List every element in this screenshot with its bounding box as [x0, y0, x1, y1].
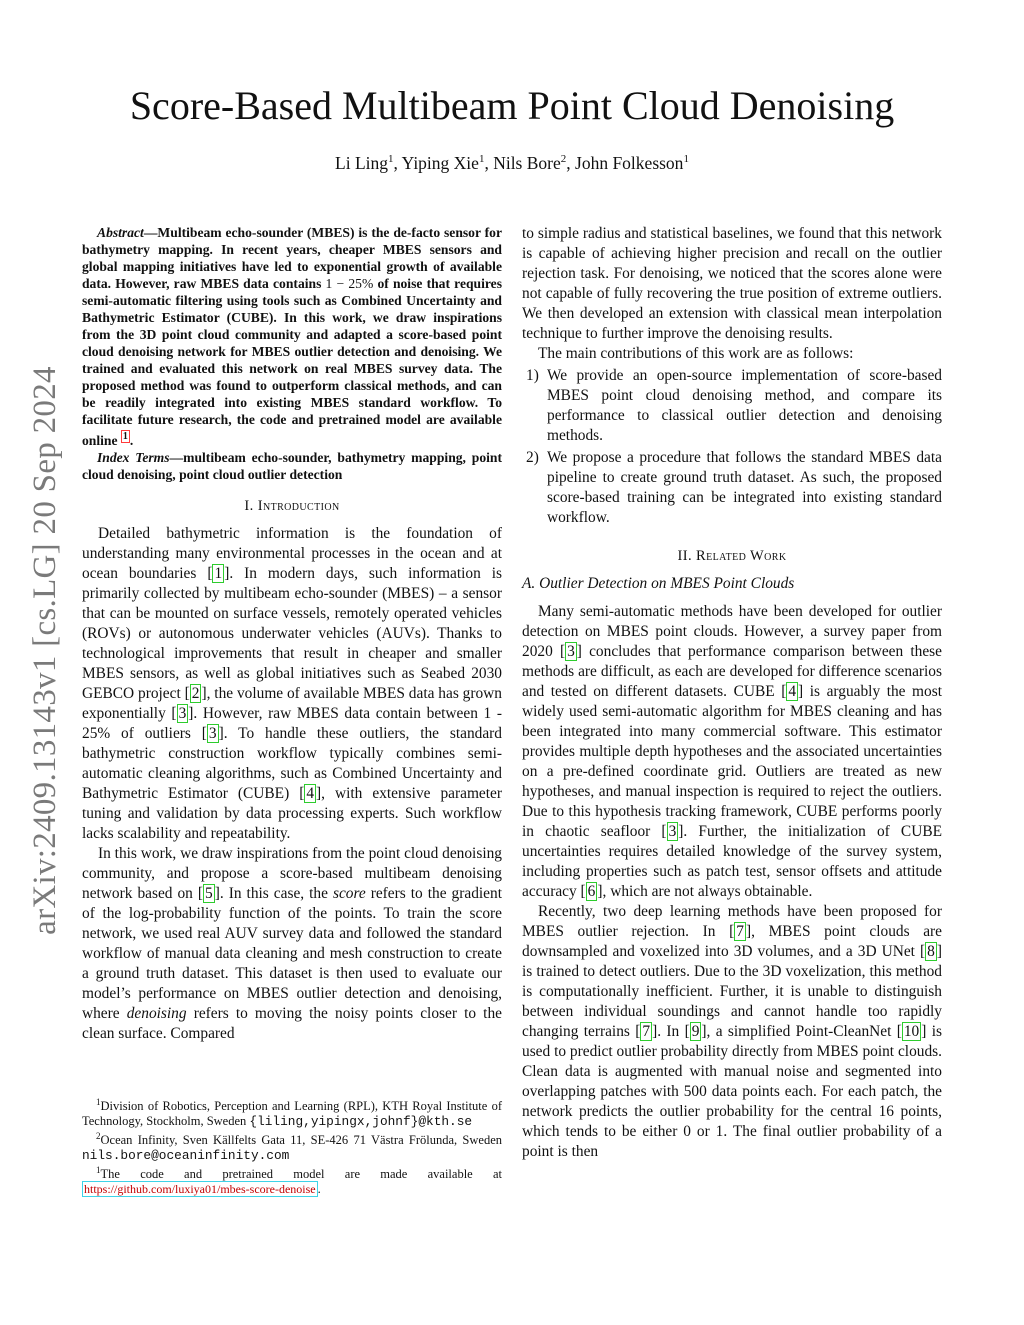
author-affiliation: 1 [683, 153, 689, 165]
citation-link[interactable]: 2 [191, 685, 200, 702]
footnote-affiliation-2: $^2$Ocean Infinity, Sven Källfelts Gata 11, SE-426 71 Västra Frölunda, Sweden nils.bore@oceaninfinity.com [82, 1131, 502, 1163]
right-column [522, 224, 942, 1162]
index-terms-lead: Index Terms [97, 450, 170, 465]
list-item: 2) We propose a procedure that follows the standard MBES data pipeline to create ground truth dataset. As such, the proposed score-based training can be integrated into existing standard workflow. [526, 449, 942, 526]
paper-title: Score-Based Multibeam Point Cloud Denoising [129, 83, 895, 128]
citation-link[interactable]: 10 [903, 1023, 920, 1040]
citation-link[interactable]: 1 [214, 565, 223, 582]
author-list: Li Ling$^1$, Yiping Xie$^1$, Nils Bore$^2$, John Folkesson$^1$ [335, 153, 689, 173]
abstract-math: 1 − 25% [325, 276, 374, 291]
citation-link[interactable]: 7 [642, 1023, 651, 1040]
left-column [82, 224, 502, 1044]
index-terms: Index Terms—multibeam echo-sounder, bathymetry mapping, point cloud denoising, point cloud outlier detection [82, 450, 502, 482]
citation-link[interactable]: 7 [736, 923, 744, 940]
author-affiliation: 2 [560, 153, 567, 165]
related-paragraph-2: Recently, two deep learning methods have been proposed for MBES outlier rejection. In [ 7 ], MBES point clouds are downsampled and voxelized into 3D volumes, and a 3D UNet [ 8 ] is trained to detect outliers. Due to the 3D voxelization, this method is computationally inefficient. Further, it is unable to distinguish between individual soundings and cannot handle too rapidly changing terrains [ 7 ]. In [ 9 ], a simplified Point-CleanNet [ 10 ] is used to predict outlier probability directly from MBES point clouds. Clean data is augmented with manual noise and segmented into overlapping patches with 500 data points each. For each patch, the network predicts the outlier probability for the central 16 points, which tends to be either 0 or 1. The final outlier probability of a point is then [522, 903, 942, 1160]
list-item: 1) We provide an open-source implementation of score-based MBES point cloud denoising method, and compare its performance to classical outlier detection and denoising methods. [526, 367, 942, 444]
arxiv-identifier-stamp [22, 355, 68, 945]
arxiv-stamp-text: arXiv:2409.13143v1 [cs.LG] 20 Sep 2024 [26, 365, 63, 935]
abstract-lead: Abstract [97, 225, 144, 240]
email-address: {liling,yipingx,johnf}@kth.se [249, 1114, 473, 1129]
author-name: Nils Bore [493, 153, 561, 173]
citation-link[interactable]: 3 [668, 823, 677, 840]
citation-link[interactable]: 3 [178, 705, 187, 722]
citation-link[interactable]: 4 [788, 683, 797, 700]
author-affiliation: 1 [388, 153, 394, 165]
contributions-list [522, 366, 942, 528]
github-url-link[interactable]: https://github.com/luxiya01/mbes-score-denoise [84, 1182, 316, 1196]
footnote-code-link: $^1$The code and pretrained model are made available at https://github.com/luxiya01/mbes-score-denoise . [84, 1165, 502, 1196]
citation-link[interactable]: 3 [208, 725, 217, 742]
intro-paragraph-2: In this work, we draw inspirations from the point cloud denoising community, and propose a score-based multibeam denoising network based on [ 5 ]. In this case, the score refers to the gradient of the log-probability function of the points. To train the score network, we used real AUV survey data and followed the standard workflow of manual data cleaning and mesh construction to create a ground truth dataset. This dataset is then used to evaluate our model’s performance on MBES outlier detection and denoising, where denoising refers to moving the noisy points closer to the clean surface. Compared [82, 845, 502, 1042]
abstract: Abstract—Multibeam echo-sounder (MBES) is the de-facto sensor for bathymetry mapping. In recent years, cheaper MBES sensors and global mapping initiatives have led to exponential growth of available data. However, raw MBES data contains 1 − 25% of noise that requires semi-automatic filtering using tools such as Combined Uncertainty and Bathymetric Estimator (CUBE). In this work, we draw inspirations from the 3D point cloud community and adapted a score-based point cloud denoising network for MBES outlier detection and denoising. We trained and evaluated this network on real MBES survey data. The proposed method was found to outperform classical methods, and can be readily integrated into existing MBES standard workflow. To facilitate future research, the code and pretrained model are available online $^1$ . [82, 225, 502, 448]
author-affiliation: 1 [478, 153, 485, 165]
related-paragraph-1: Many semi-automatic methods have been developed for outlier detection on MBES point clouds. However, a survey paper from 2020 [ 3 ] concludes that performance comparison between these methods are difficult, as each are developed for difference scenarios and tested on different datasets. CUBE [ 4 ] is arguably the most widely used semi-automatic algorithm for MBES cleaning and has been integrated into many commercial software. This estimator provides multiple depth hypotheses and the associated uncertainties on a pre-defined coordinate grid. Outliers are treated as new hypotheses, and manual inspection is required to reject the outliers. Due to this hypothesis tracking framework, CUBE performs poorly in chaotic seafloor [ 3 ]. Further, the initialization of CUBE uncertainties requires detailed knowledge of the survey system, including properties such as patch test, sensor offsets and attitude accuracy [ 6 ], which are not always obtainable. [522, 603, 942, 900]
contributions-intro: The main contributions of this work are as follows: [538, 345, 854, 362]
intro-paragraph-1: Detailed bathymetric information is the foundation of understanding many environmental processes in the ocean and at ocean boundaries [ 1 ]. In modern days, such information is primarily collected by multibeam echo-sounder (MBES) – a sensor that can be mounted on surface vessels, remotely operated vehicles (ROVs) or autonomous underwater vehicles (AUVs). Thanks to technological improvements that result in cheaper and smaller MBES sensors, as well as global initiatives such as Seabed 2030 GEBCO project [ 2 ], the volume of available MBES data has grown exponentially [ 3 ]. However, raw MBES data contain between 1 - 25% of outliers [ 3 ]. To handle these outliers, the standard bathymetric construction workflow typically combines semi-automatic cleaning algorithms, such as Combined Uncertainty and Bathymetric Estimator (CUBE) [ 4 ], with extensive parameter tuning and validation by data processing experts. Such workflow lacks scalability and repeatability. [82, 525, 503, 842]
author-name: Yiping Xie [401, 153, 479, 173]
section-heading-introduction: I. Introduction [244, 498, 340, 514]
citation-link[interactable]: 5 [205, 885, 213, 902]
citation-link[interactable]: 4 [306, 785, 315, 802]
citation-link[interactable]: 9 [691, 1023, 700, 1040]
author-name: John Folkesson [575, 153, 684, 173]
footnote-link[interactable]: 1 [122, 431, 128, 442]
citation-link[interactable]: 8 [927, 943, 935, 960]
intro-paragraph-2-continued: to simple radius and statistical baselines, we found that this network is capable of achieving higher precision and recall on the outlier rejection task. For denoising, we noticed that the scores alone were not capable of fully recovering the true position of extreme outliers. We then developed an extension with classical mean interpolation technique to further improve the denoising results. [522, 225, 942, 342]
footnote-affiliation-1: $^1$Division of Robotics, Perception and Learning (RPL), KTH Royal Institute of Technology, Stockholm, Sweden {liling,yipingx,johnf}@kth.se [82, 1097, 502, 1129]
subsection-heading: A. Outlier Detection on MBES Point Clouds [522, 575, 795, 592]
citation-link[interactable]: 6 [587, 883, 596, 900]
footnotes [82, 1095, 502, 1197]
email-address: nils.bore@oceaninfinity.com [82, 1148, 290, 1163]
section-heading-related-work: II. Related Work [677, 548, 787, 564]
author-name: Li Ling [335, 153, 389, 173]
citation-link[interactable]: 3 [567, 643, 575, 660]
